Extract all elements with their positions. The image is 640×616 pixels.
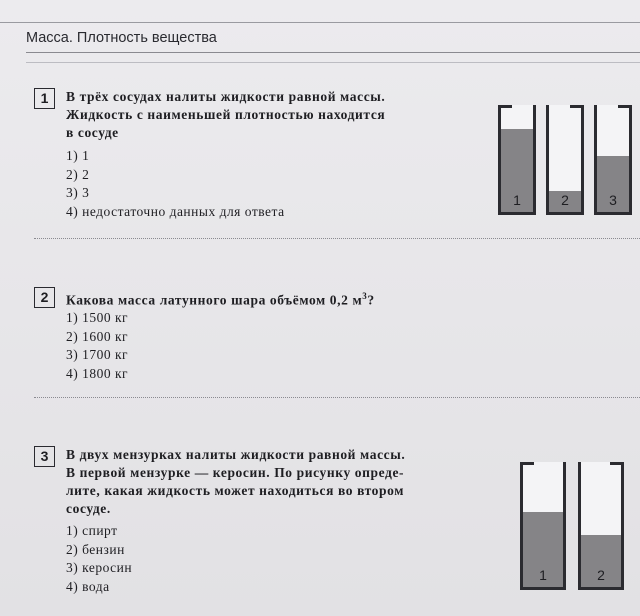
- question-line: сосуде.: [66, 501, 111, 516]
- task-number: 2: [34, 287, 55, 308]
- beaker: [520, 462, 566, 590]
- answer-option[interactable]: 2) 1600 кг: [66, 328, 129, 344]
- answer-option[interactable]: 2) 2: [66, 166, 90, 182]
- answer-option[interactable]: 3) 1700 кг: [66, 347, 129, 362]
- question-line: в сосуде: [66, 125, 119, 140]
- question-line: В двух мензурках налиты жидкости равной массы.: [66, 447, 406, 462]
- task-2: [34, 287, 454, 387]
- vessel: [594, 105, 632, 215]
- answer-options: [66, 522, 132, 596]
- vessel: [546, 105, 584, 215]
- answer-option[interactable]: 2) бензин: [66, 541, 125, 557]
- task-1: [34, 88, 454, 228]
- beaker: [578, 462, 624, 590]
- task-question: [66, 446, 448, 518]
- question-line: Жидкость с наименьшей плотностью находится: [66, 107, 386, 122]
- answer-option[interactable]: 3) керосин: [66, 560, 133, 575]
- separator: [34, 238, 640, 239]
- answer-option[interactable]: 4) недостаточно данных для ответа: [66, 203, 285, 219]
- question-line: лите, какая жидкость может находиться во втором: [66, 483, 405, 498]
- question-line: В первой мензурке — керосин. По рисунку опреде-: [66, 465, 405, 480]
- answer-option[interactable]: 1) спирт: [66, 523, 118, 538]
- vessel-label: 1: [513, 192, 521, 208]
- vessel-label: 3: [609, 192, 617, 208]
- answer-options: [66, 147, 285, 221]
- top-rule: [0, 22, 640, 23]
- vessel-label: 2: [561, 192, 569, 208]
- task-number: 3: [34, 446, 55, 467]
- vessel: [498, 105, 536, 215]
- vessel-label: 1: [539, 567, 547, 583]
- task-3: [34, 446, 454, 596]
- answer-option[interactable]: 4) вода: [66, 578, 110, 594]
- answer-options: [66, 309, 128, 383]
- answer-option[interactable]: 1) 1500 кг: [66, 310, 129, 325]
- answer-option[interactable]: 1) 1: [66, 148, 90, 163]
- header-rule-secondary: [26, 62, 640, 63]
- answer-option[interactable]: 3) 3: [66, 185, 90, 200]
- task-question: Какова масса латунного шара объёмом 0,2 $м^3$?: [66, 291, 375, 308]
- task-question: [66, 88, 448, 142]
- vessel-label: 2: [597, 567, 605, 583]
- page-title: Масса. Плотность вещества: [26, 30, 217, 46]
- header-rule: [26, 52, 640, 53]
- task-number: 1: [34, 88, 55, 109]
- separator: [34, 397, 640, 398]
- answer-option[interactable]: 4) 1800 кг: [66, 365, 129, 381]
- question-line: В трёх сосудах налиты жидкости равной массы.: [66, 89, 386, 104]
